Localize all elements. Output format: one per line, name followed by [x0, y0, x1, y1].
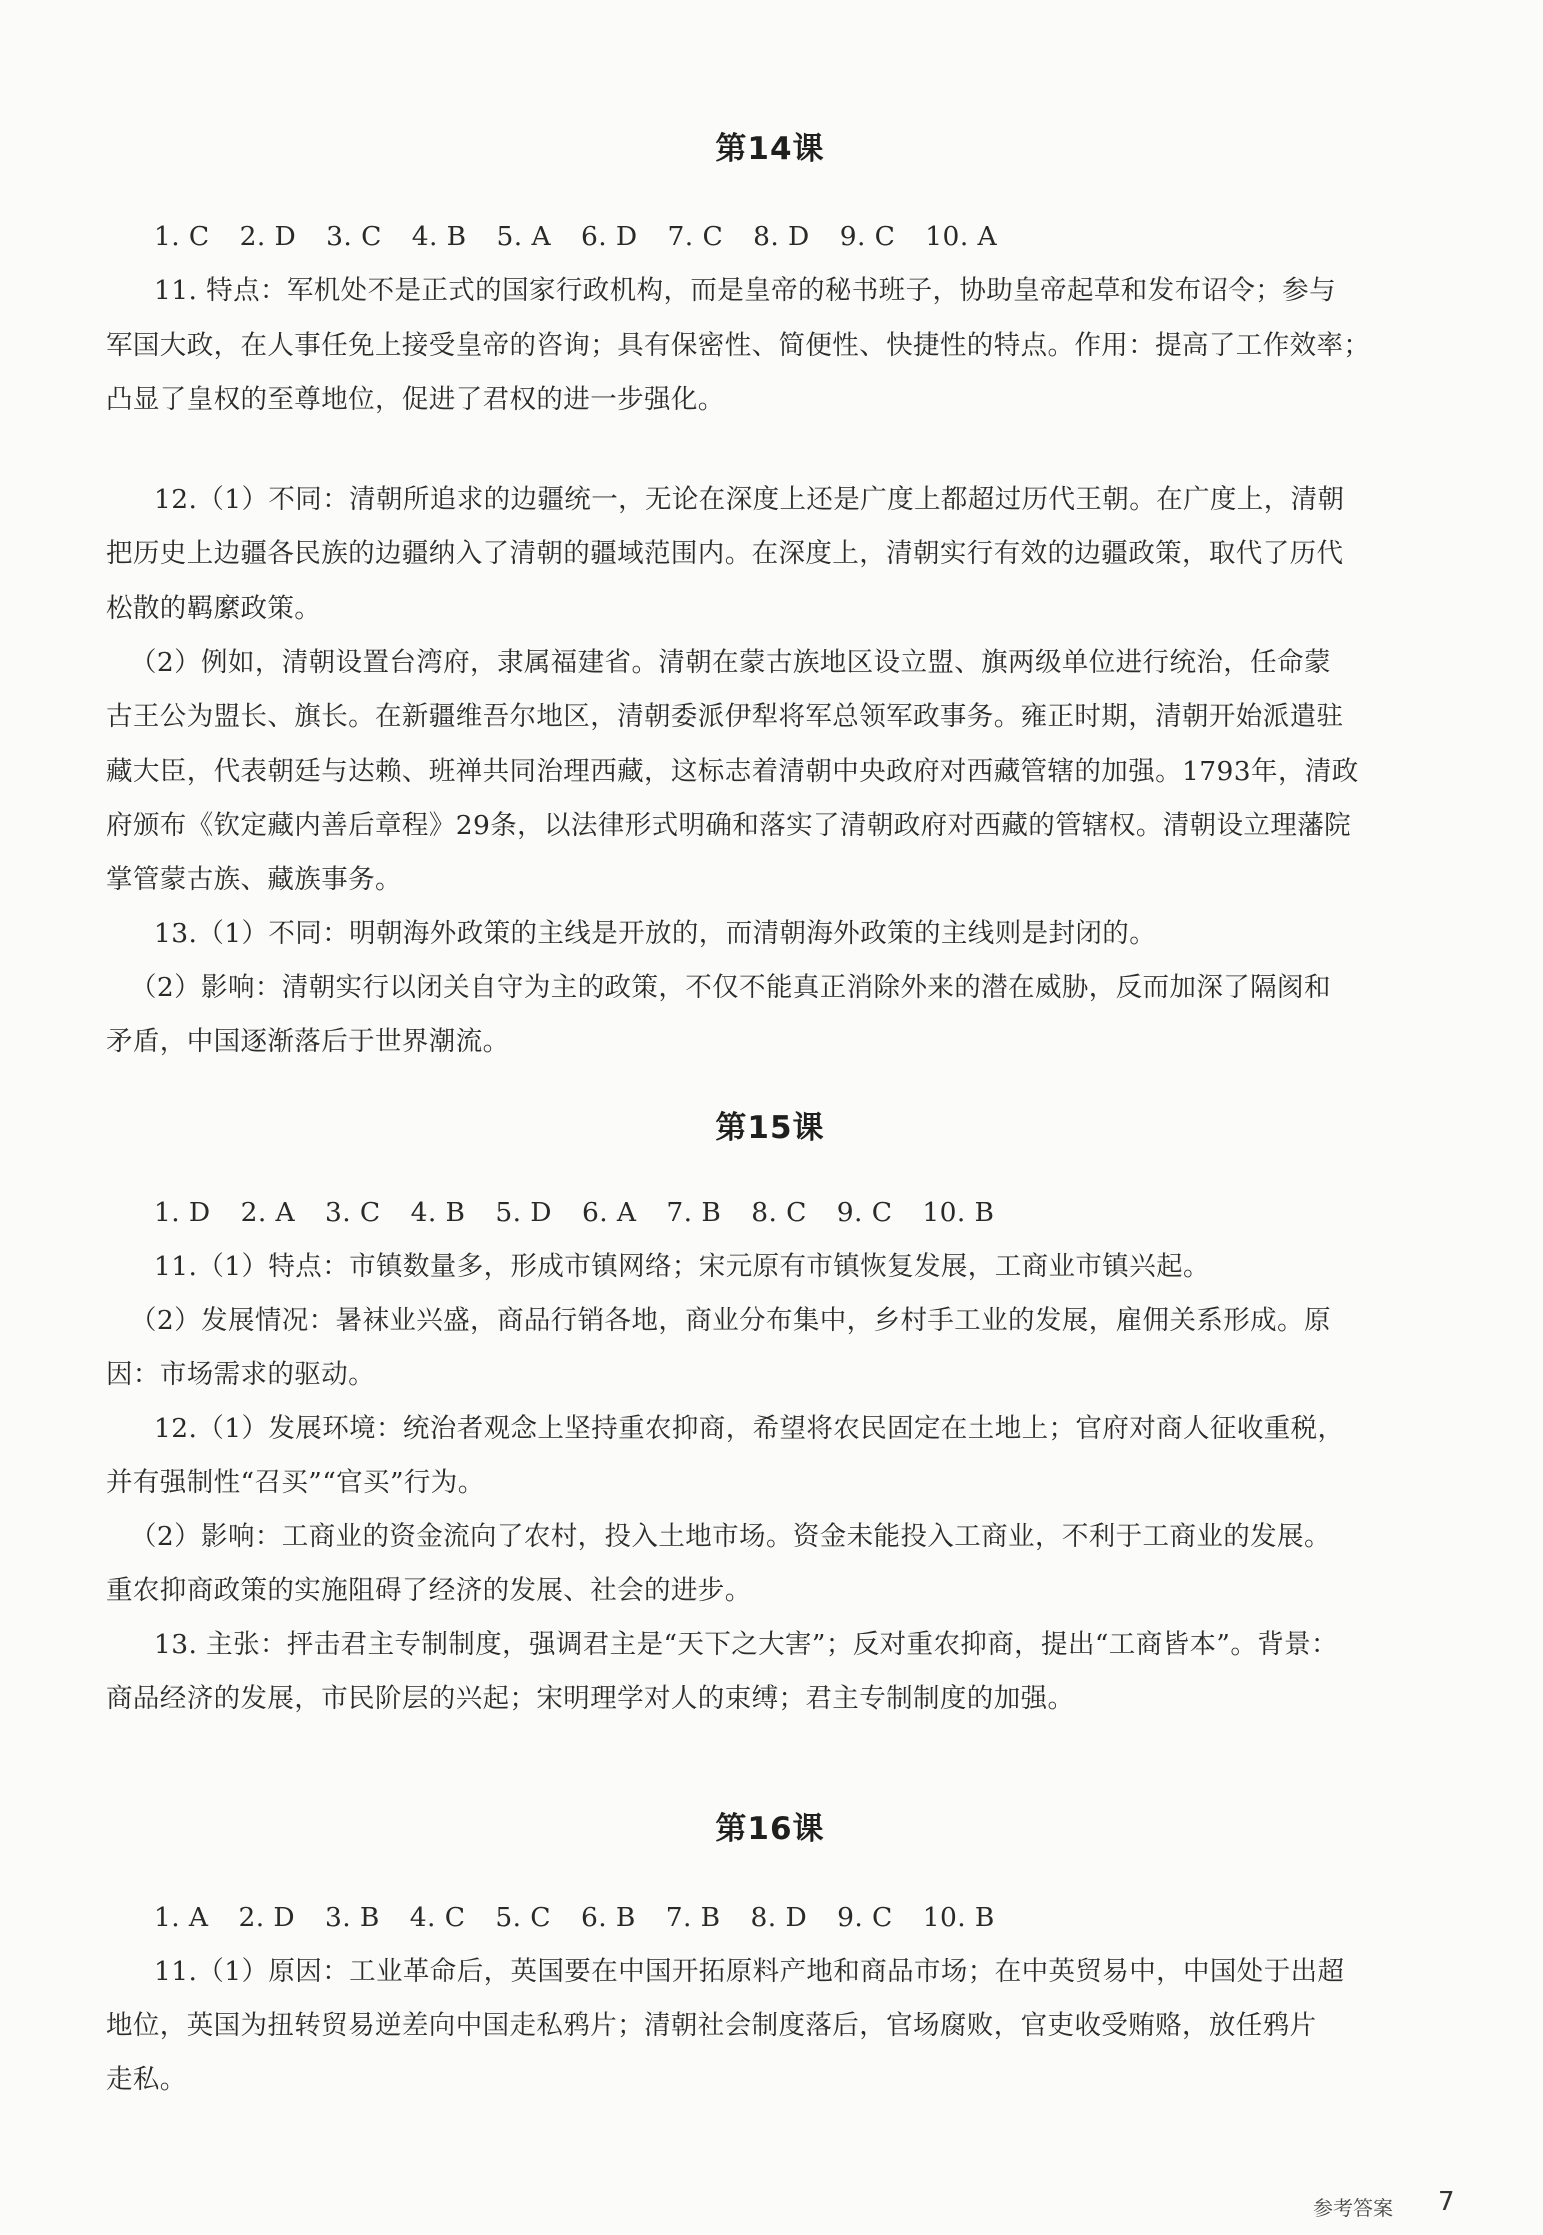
- page-number: 7: [1438, 2187, 1455, 2217]
- answer-page: [106, 0, 1460, 2235]
- answer-line: 凸显了皇权的至尊地位，促进了君权的进一步强化。: [106, 384, 725, 415]
- mc-answer: 7. B: [665, 1902, 721, 1933]
- answer-line: 把历史上边疆各民族的边疆纳入了清朝的疆域范围内。在深度上，清朝实行有效的边疆政策，取代了历代: [106, 538, 1344, 569]
- mc-answer: 4. C: [409, 1902, 466, 1933]
- mc-answer: 7. B: [666, 1197, 722, 1228]
- mc-answer: 6. B: [580, 1902, 636, 1933]
- answer-line: 掌管蒙古族、藏族事务。: [106, 864, 402, 895]
- mc-answer: 3. B: [325, 1902, 380, 1933]
- mc-answer: 2. A: [240, 1197, 296, 1228]
- answer-line: 11. 特点：军机处不是正式的国家行政机构，而是皇帝的秘书班子，协助皇帝起草和发布诏令；参与: [154, 275, 1336, 306]
- footer-label: 参考答案: [1313, 2196, 1393, 2220]
- mc-answer: 4. B: [410, 1197, 466, 1228]
- answer-line: 府颁布《钦定藏内善后章程》29条，以法律形式明确和落实了清朝政府对西藏的管辖权。清朝设立理藩院: [106, 810, 1352, 841]
- mc-answer: 10. A: [925, 221, 998, 252]
- mc-answer: 6. A: [581, 1197, 637, 1228]
- mc-answer: 1. A: [154, 1902, 209, 1933]
- answer-line: （2）发展情况：暑袜业兴盛，商品行销各地，商业分布集中，乡村手工业的发展，雇佣关系形成。原: [130, 1305, 1331, 1336]
- mc-answer: 8. D: [750, 1902, 808, 1933]
- mc-answer: 5. C: [495, 1902, 551, 1933]
- section-title-15: 第15课: [715, 1110, 825, 1146]
- mc-answer: 8. C: [751, 1197, 807, 1228]
- mc-answer: 10. B: [922, 1197, 995, 1228]
- answer-line: 13.（1）不同：明朝海外政策的主线是开放的，而清朝海外政策的主线则是封闭的。: [154, 918, 1157, 949]
- answer-line: 12.（1）不同：清朝所追求的边疆统一，无论在深度上还是广度上都超过历代王朝。在广度上，清朝: [154, 484, 1345, 515]
- answer-line: 因：市场需求的驱动。: [106, 1359, 375, 1390]
- mc-answers-14: [154, 221, 1464, 253]
- answer-line: 12.（1）发展环境：统治者观念上坚持重农抑商，希望将农民固定在土地上；官府对商人征收重税，: [154, 1413, 1345, 1444]
- answer-line: 并有强制性“召买”“官买”行为。: [106, 1467, 485, 1498]
- mc-answer: 7. C: [667, 221, 724, 252]
- mc-answer: 2. D: [239, 221, 297, 252]
- mc-answer: 9. C: [837, 1902, 893, 1933]
- mc-answer: 9. C: [839, 221, 896, 252]
- mc-answer: 1. C: [154, 221, 210, 252]
- answer-line: （2）影响：清朝实行以闭关自守为主的政策，不仅不能真正消除外来的潜在威胁，反而加深了隔阂和: [130, 972, 1331, 1003]
- mc-answers-15: [154, 1197, 1464, 1229]
- answer-line: 地位，英国为扭转贸易逆差向中国走私鸦片；清朝社会制度落后，官场腐败，官吏收受贿赂，放任鸦片: [106, 2010, 1317, 2041]
- section-title-16: 第16课: [715, 1811, 825, 1847]
- answer-line: 走私。: [106, 2064, 187, 2095]
- section-title-14: 第14课: [715, 131, 825, 167]
- mc-answer: 10. B: [922, 1902, 995, 1933]
- answer-line: （2）影响：工商业的资金流向了农村，投入土地市场。资金未能投入工商业，不利于工商业的发展。: [130, 1521, 1331, 1552]
- mc-answer: 1. D: [154, 1197, 211, 1228]
- answer-line: 重农抑商政策的实施阻碍了经济的发展、社会的进步。: [106, 1575, 752, 1606]
- mc-answer: 8. D: [753, 221, 810, 252]
- mc-answer: 3. C: [326, 221, 382, 252]
- mc-answer: 4. B: [411, 221, 467, 252]
- mc-answer: 2. D: [238, 1902, 296, 1933]
- answer-line: 11.（1）特点：市镇数量多，形成市镇网络；宋元原有市镇恢复发展，工商业市镇兴起。: [154, 1251, 1210, 1282]
- answer-line: 商品经济的发展，市民阶层的兴起；宋明理学对人的束缚；君主专制制度的加强。: [106, 1683, 1075, 1714]
- mc-answer: 5. D: [495, 1197, 552, 1228]
- answer-line: 11.（1）原因：工业革命后，英国要在中国开拓原料产地和商品市场；在中英贸易中，中国处于出超: [154, 1956, 1345, 1987]
- mc-answer: 6. D: [580, 221, 638, 252]
- answer-line: 藏大臣，代表朝廷与达赖、班禅共同治理西藏，这标志着清朝中央政府对西藏管辖的加强。1793年，清政: [106, 756, 1359, 787]
- answer-line: （2）例如，清朝设置台湾府，隶属福建省。清朝在蒙古族地区设立盟、旗两级单位进行统治，任命蒙: [130, 647, 1331, 678]
- mc-answer: 5. A: [496, 221, 551, 252]
- mc-answer: 9. C: [836, 1197, 893, 1228]
- mc-answers-16: [154, 1902, 1464, 1934]
- mc-answer: 3. C: [325, 1197, 381, 1228]
- answer-line: 古王公为盟长、旗长。在新疆维吾尔地区，清朝委派伊犁将军总领军政事务。雍正时期，清朝开始派遣驻: [106, 701, 1344, 732]
- answer-line: 13. 主张：抨击君主专制制度，强调君主是“天下之大害”；反对重农抑商，提出“工商皆本”。背景：: [154, 1629, 1338, 1660]
- answer-line: 矛盾，中国逐渐落后于世界潮流。: [106, 1026, 510, 1057]
- answer-line: 松散的羁縻政策。: [106, 593, 322, 624]
- answer-line: 军国大政，在人事任免上接受皇帝的咨询；具有保密性、简便性、快捷性的特点。作用：提高了工作效率；: [106, 330, 1371, 361]
